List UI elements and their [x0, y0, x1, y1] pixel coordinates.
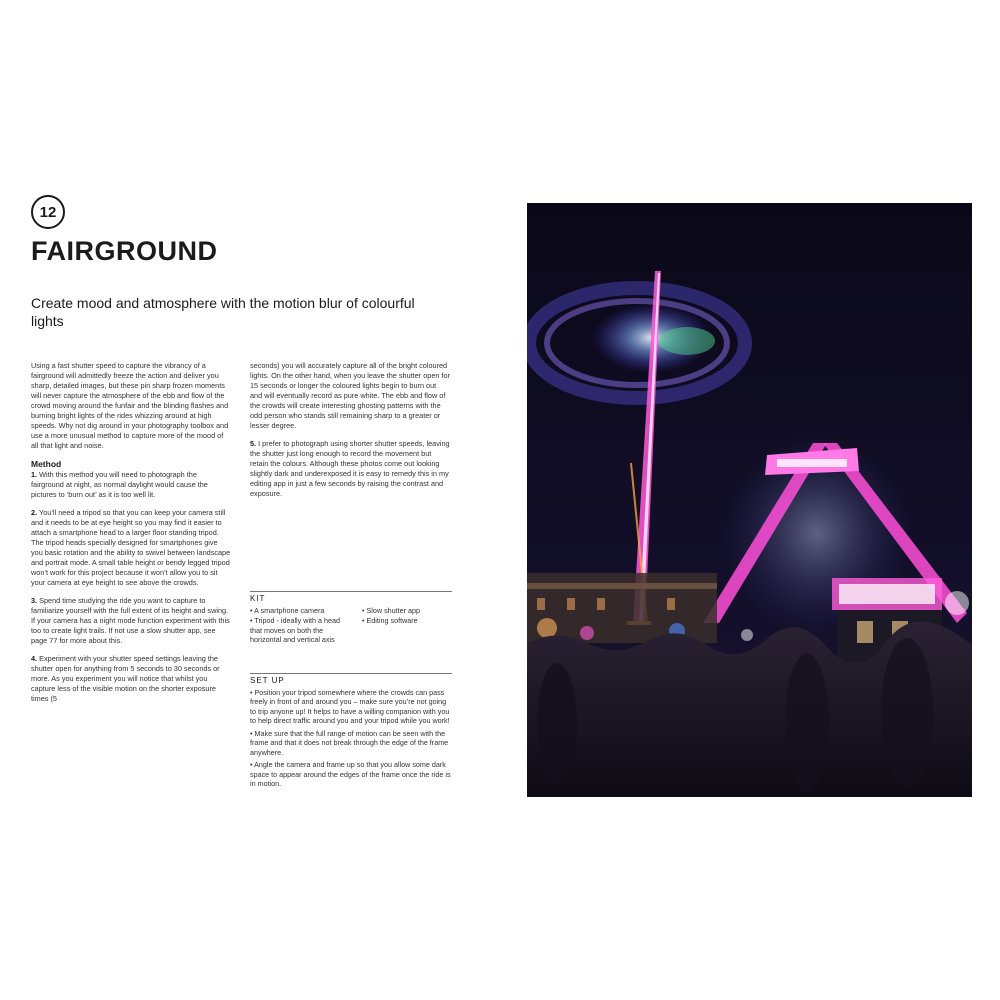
fairground-photo — [527, 203, 972, 797]
step-4-continuation: seconds) you will accurately capture all of the bright coloured lights. On the other hand, when you leave the shutter open for 15 seconds or longer the coloured lights begin to burn out and will eventually record as pure white. The ebb and flow of the crowds will create interesting ghosting patterns with the odd person who stands still remaining sharp to a greater or lesser degree. — [250, 361, 450, 430]
setup-list — [250, 688, 452, 789]
setup-item: • Make sure that the full range of motion can be seen with the frame and that it does not break through the edge of the frame anywhere. — [250, 728, 449, 757]
page-number: 12 — [39, 203, 57, 221]
kit-item: • Tripod - ideally with a head that moves on both the horizontal and vertical axis — [250, 616, 341, 644]
step-4 — [31, 654, 231, 704]
step-2-text: You’ll need a tripod so that you can keep your camera still and it needs to be at eye height so you may find it easier to attach a smartphone head to a larger floor standing tripod. The tripod heads specially designed for smartphones give you basic rotation and the ability to swivel between landscape and portrait mode. A small table height or bendy legged tripod won’t work for this project because it won’t allow you to sit your camera at eye height to see above the crowds. — [31, 508, 231, 587]
step-1-number: 1. — [31, 470, 38, 479]
kit-item: • Editing software — [362, 616, 418, 625]
page-title: FAIRGROUND — [31, 236, 218, 266]
setup-box — [250, 673, 452, 792]
text-column-left — [31, 361, 231, 712]
step-1 — [31, 470, 231, 500]
kit-box — [250, 591, 452, 646]
setup-heading: SET UP — [250, 676, 285, 685]
intro-paragraph: Using a fast shutter speed to capture the vibrancy of a fairground will admittedly freeze the action and deliver you sharp, detailed images, but these pin sharp frozen moments will never capture the atmosphere of the ebb and flow of the crowd moving around the funfair and the blinding flashes and burning bright lights of the rides whizzing around at high speeds. Why not dig around in your photography toolbox and use a more unusual method to capture more of the mood of all that light and noise. — [31, 361, 229, 450]
step-3 — [31, 596, 231, 646]
step-2 — [31, 508, 231, 588]
kit-item: • A smartphone camera — [250, 605, 325, 615]
page-subtitle: Create mood and atmosphere with the motion blur of colourful lights — [31, 295, 415, 329]
step-5 — [250, 439, 450, 499]
step-5-number: 5. — [250, 439, 257, 448]
kit-item: • Slow shutter app — [362, 605, 421, 615]
kit-list-left — [250, 606, 350, 646]
method-heading: Method — [31, 459, 62, 469]
setup-item: • Position your tripod somewhere where the crowds can pass freely in front of and around you – make sure you’re not going to trip anyone up! It helps to have a willing companion with you to help direct traffic around you and your tripod while you work! — [250, 687, 450, 725]
setup-item: • Angle the camera and frame up so that you allow some dark space to appear around the edges of the frame once the ride is in motion. — [250, 760, 451, 788]
kit-list-right — [362, 606, 452, 646]
text-column-middle — [250, 361, 450, 507]
page-number-badge — [31, 195, 65, 229]
step-4-number: 4. — [31, 654, 38, 663]
step-3-number: 3. — [31, 596, 38, 605]
kit-columns — [250, 606, 452, 646]
step-1-text: With this method you will need to photograph the fairground at night, as normal daylight would cause the pictures to ‘burn out’ as it is too well lit. — [31, 470, 208, 499]
step-5-text: I prefer to photograph using shorter shutter speeds, leaving the shutter just long enough to record the movement but retain the colours. Although these photos come out looking slightly dark and underexposed it is easy to remedy this in my editing app in just a few seconds by raising the contrast and exposure. — [250, 439, 450, 498]
kit-heading: KIT — [250, 594, 266, 603]
step-3-text: Spend time studying the ride you want to capture to familiarize yourself with the full extent of its height and swing. If your camera has a night mode function experiment with this too to create light trails. If not use a slow shutter app, see page 77 for more about this. — [31, 596, 230, 645]
step-2-number: 2. — [31, 508, 38, 517]
step-4-text: Experiment with your shutter speed settings leaving the shutter open for anything from 5 seconds to 30 seconds or more. As you experiment you will notice that whilst you capture less of the visible motion on the shorter exposure times (5 — [31, 654, 220, 703]
